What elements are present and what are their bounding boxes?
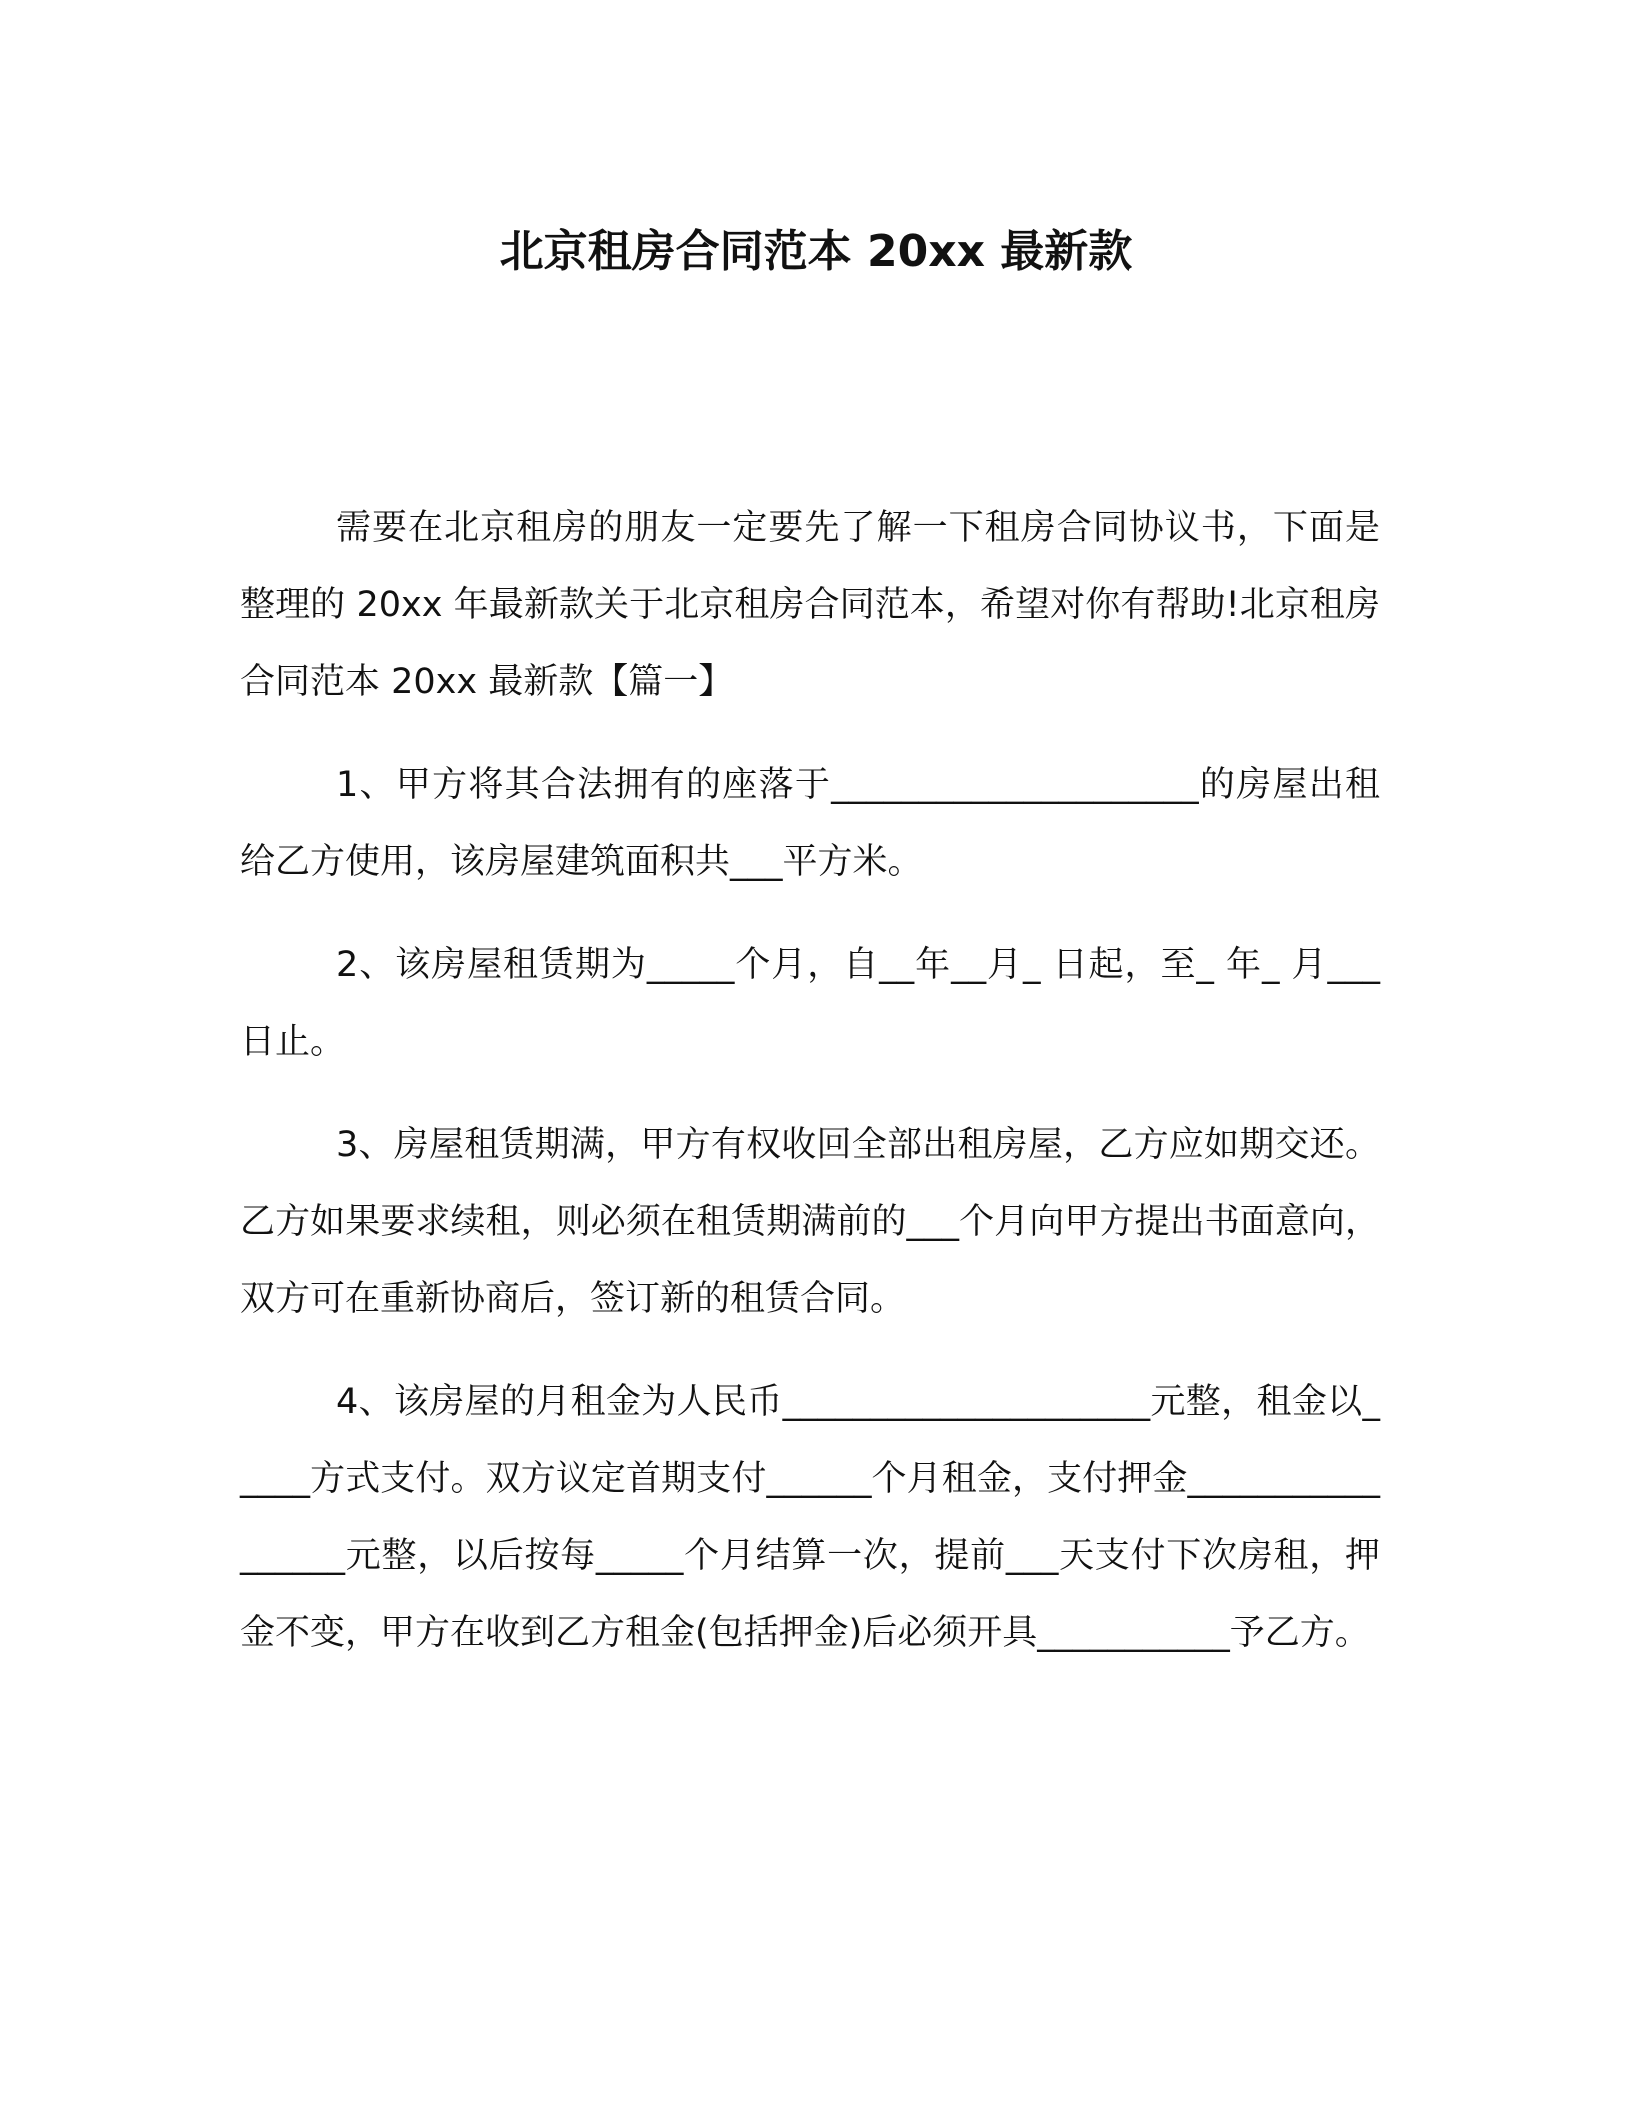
clause-3-paragraph: 3、房屋租赁期满，甲方有权收回全部出租房屋，乙方应如期交还。乙方如果要求续租，则必须在租赁期满前的___个月向甲方提出书面意向，双方可在重新协商后，签订新的租赁合同。 [240,1125,1380,1319]
intro-paragraph: 需要在北京租房的朋友一定要先了解一下租房合同协议书，下面是整理的 20xx 年最新款关于北京租房合同范本，希望对你有帮助!北京租房合同范本 20xx 最新款【篇一】 [240,508,1380,702]
clause-1-paragraph: 1、甲方将其合法拥有的座落于_____________________的房屋出租给乙方使用，该房屋建筑面积共___平方米。 [240,765,1380,882]
clause-4-paragraph: 4、该房屋的月租金为人民币_____________________元整，租金以_____方式支付。双方议定首期支付______个月租金，支付押金_________________元整，以后按每_____个月结算一次，提前___天支付下次房租，押金不变，甲方在收到乙方租金(包括押金)后必须开具___________予乙方。 [240,1382,1380,1653]
clause-2-paragraph: 2、该房屋租赁期为_____个月，自__年__月_ 日起，至_ 年_ 月___日止。 [240,945,1380,1062]
page-title: 北京租房合同范本 20xx 最新款 [499,226,1133,277]
document-body [240,490,1380,1672]
